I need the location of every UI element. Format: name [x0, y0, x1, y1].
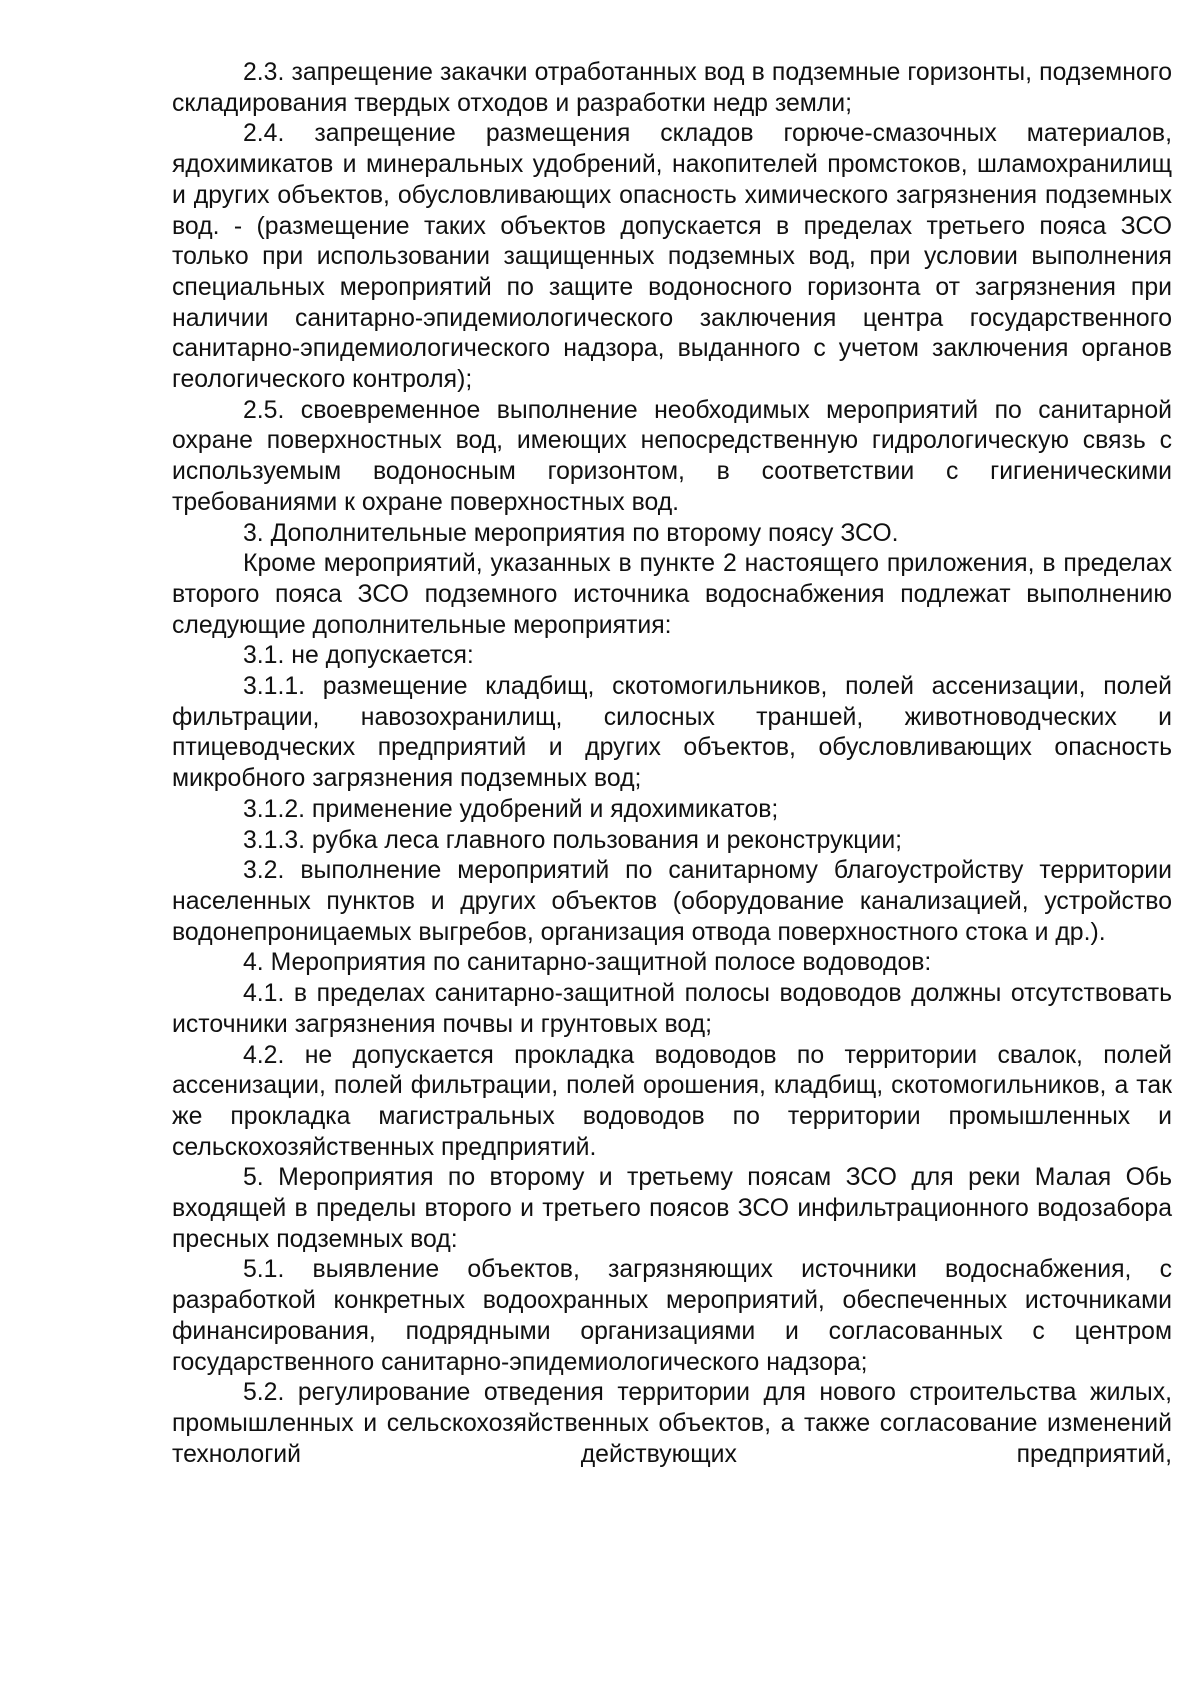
paragraph-3-intro: Кроме мероприятий, указанных в пункте 2 настоящего приложения, в пределах второго пояса ЗСО подземного источника водоснабжения подлежат выполнению следующие дополнительные мероприятия: — [172, 550, 1172, 639]
paragraph-4-1: 4.1. в пределах санитарно-защитной полосы водоводов должны отсутствовать источники загрязнения почвы и грунтовых вод; — [172, 980, 1172, 1038]
paragraph-3-2: 3.2. выполнение мероприятий по санитарному благоустройству территории населенных пунктов и других объектов (оборудование канализацией, устройство водонепроницаемых выгребов, организация отвода поверхностного стока и др.). — [172, 857, 1172, 946]
paragraph-3-1-3: 3.1.3. рубка леса главного пользования и реконструкции; — [243, 826, 903, 854]
paragraph-2-5: 2.5. своевременное выполнение необходимых мероприятий по санитарной охране поверхностных вод, имеющих непосредственную гидрологическую связь с используемым водоносным горизонтом, в соответствии с гигиеническими требованиями к охране поверхностных вод. — [172, 396, 1172, 516]
paragraph-2-4: 2.4. запрещение размещения складов горюче-смазочных материалов, ядохимикатов и минеральных удобрений, накопителей промстоков, шламохранилищ и других объектов, обусловливающих опасность химического загрязнения подземных вод. - (размещение таких объектов допускается в пределах третьего пояса ЗСО только при использовании защищенных подземных вод, при условии выполнения специальных мероприятий по защите водоносного горизонта от загрязнения при наличии санитарно-эпидемиологического заключения центра государственного санитарно-эпидемиологического надзора, выданного с учетом заключения органов геологического контроля); — [172, 120, 1172, 394]
paragraph-4-heading: 4. Мероприятия по санитарно-защитной полосе водоводов: — [243, 949, 932, 977]
paragraph-2-3: 2.3. запрещение закачки отработанных вод в подземные горизонты, подземного складирования твердых отходов и разработки недр земли; — [172, 59, 1172, 117]
paragraph-5-1: 5.1. выявление объектов, загрязняющих источники водоснабжения, с разработкой конкретных водоохранных мероприятий, обеспеченных источниками финансирования, подрядными организациями и согласованных с центром государственного санитарно-эпидемиологического надзора; — [172, 1256, 1172, 1376]
paragraph-3-heading: 3. Дополнительные мероприятия по второму поясу ЗСО. — [243, 519, 899, 547]
paragraph-3-1-2: 3.1.2. применение удобрений и ядохимикатов; — [243, 795, 779, 823]
paragraph-4-2: 4.2. не допускается прокладка водоводов по территории свалок, полей ассенизации, полей фильтрации, полей орошения, кладбищ, скотомогильников, а так же прокладка магистральных водоводов по территории промышленных и сельскохозяйственных предприятий. — [172, 1041, 1172, 1161]
paragraph-3-1: 3.1. не допускается: — [243, 642, 474, 670]
paragraph-5-2: 5.2. регулирование отведения территории для нового строительства жилых, промышленных и сельскохозяйственных объектов, а также согласование изменений технологий действующих предприятий, — [172, 1379, 1172, 1468]
paragraph-3-1-1: 3.1.1. размещение кладбищ, скотомогильников, полей ассенизации, полей фильтрации, навозохранилищ, силосных траншей, животноводческих и птицеводческих предприятий и других объектов, обусловливающих опасность микробного загрязнения подземных вод; — [172, 673, 1172, 793]
document-body — [172, 58, 1172, 1470]
paragraph-5-heading: 5. Мероприятия по второму и третьему поясам ЗСО для реки Малая Обь входящей в пределы второго и третьего поясов ЗСО инфильтрационного водозабора пресных подземных вод: — [172, 1164, 1172, 1253]
